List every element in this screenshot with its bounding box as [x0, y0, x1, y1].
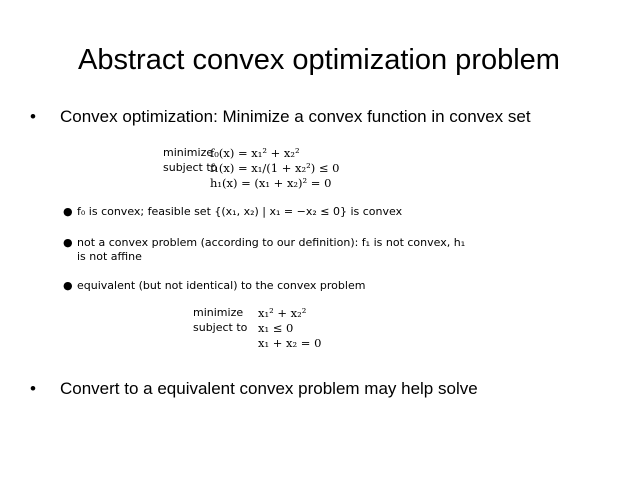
constraint-1-expression: x₁ ≤ 0 [258, 321, 294, 335]
minimize-label: minimize [193, 306, 244, 319]
slide-title: Abstract convex optimization problem [78, 44, 560, 76]
bullet-dot: • [30, 107, 36, 126]
main-bullet-1 [30, 106, 531, 128]
sub-bullet-text: f₀ is convex; feasible set {(x₁, x₂) | x₁ = −x₂ ≤ 0} is convex [77, 205, 403, 218]
subject-to-label: subject to [163, 161, 218, 174]
bullet-text: Convert to a equivalent convex problem may help solve [60, 379, 478, 398]
sub-bullet-text: not a convex problem (according to our definition): f₁ is not convex, h₁ [77, 236, 466, 249]
sub-bullet-2-continuation [77, 250, 142, 264]
bullet-dot: • [30, 379, 36, 398]
objective-expression: f₀(x) = x₁² + x₂² [210, 146, 300, 160]
bullet-text: Convex optimization: Minimize a convex function in convex set [60, 107, 531, 126]
sub-bullet-dot: ● [63, 205, 73, 218]
main-bullet-2 [30, 378, 478, 400]
constraint-1-expression: f₁(x) = x₁/(1 + x₂²) ≤ 0 [210, 161, 340, 175]
subject-to-label: subject to [193, 321, 248, 334]
sub-bullet-text: equivalent (but not identical) to the convex problem [77, 279, 366, 292]
objective-expression: x₁² + x₂² [258, 306, 307, 320]
sub-bullet-text: is not affine [77, 250, 142, 263]
problem-2 [193, 306, 393, 352]
constraint-2-expression: h₁(x) = (x₁ + x₂)² = 0 [210, 176, 332, 190]
sub-bullet-dot: ● [63, 236, 73, 249]
minimize-label: minimize [163, 146, 214, 159]
constraint-2-expression: x₁ + x₂ = 0 [258, 336, 322, 350]
sub-bullet-dot: ● [63, 279, 73, 292]
problem-1 [163, 146, 403, 192]
